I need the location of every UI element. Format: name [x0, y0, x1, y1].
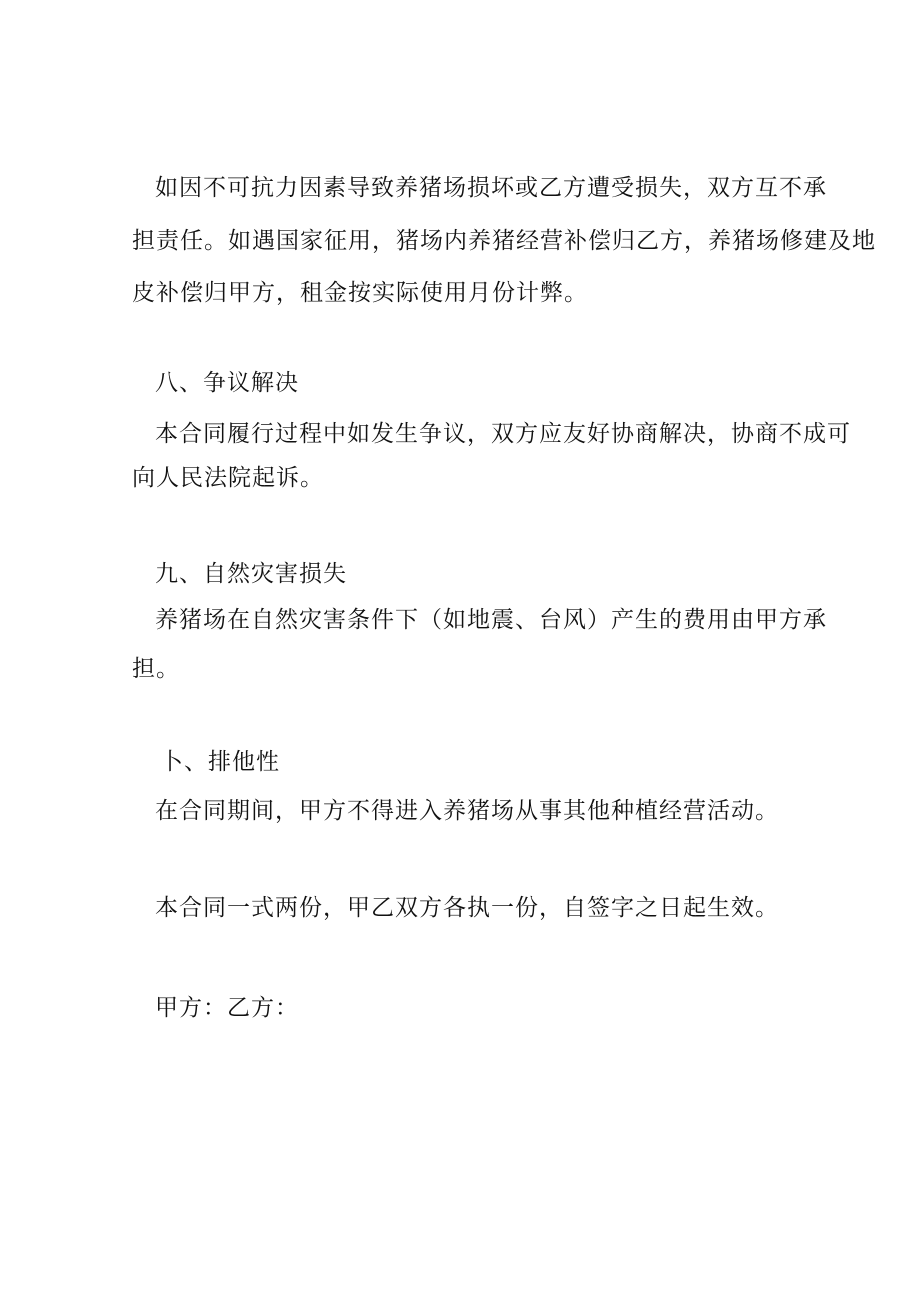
- section-9-line-2: 担。: [132, 656, 180, 682]
- section-9-line-1: 养猪场在自然灾害条件下（如地震、台风）产生的费用由甲方承: [155, 607, 827, 633]
- section-10-line-1: 在合同期间，甲方不得进入养猪场从事其他种植经营活动。: [155, 798, 779, 824]
- copies-clause: 本合同一式两份，甲乙双方各执一份，自签字之日起生效。: [155, 895, 779, 921]
- section-8-heading: 八、争议解决: [155, 370, 299, 396]
- force-majeure-line-3: 皮补偿归甲方，租金按实际使用月份计弊。: [132, 280, 588, 306]
- signature-line: 甲方：乙方：: [155, 995, 299, 1021]
- force-majeure-line-1: 如因不可抗力因素导致养猪场损坏或乙方遭受损失，双方互不承: [155, 175, 827, 201]
- section-9-heading: 九、自然灾害损失: [155, 561, 347, 587]
- force-majeure-line-2: 担责任。如遇国家征用，猪场内养猪经营补偿归乙方，养猪场修建及地: [132, 228, 876, 254]
- section-8-line-2: 向人民法院起诉。: [132, 465, 324, 491]
- section-10-heading: 卜、排他性: [160, 749, 280, 775]
- section-8-line-1: 本合同履行过程中如发生争议，双方应友好协商解决，协商不成可: [155, 421, 851, 447]
